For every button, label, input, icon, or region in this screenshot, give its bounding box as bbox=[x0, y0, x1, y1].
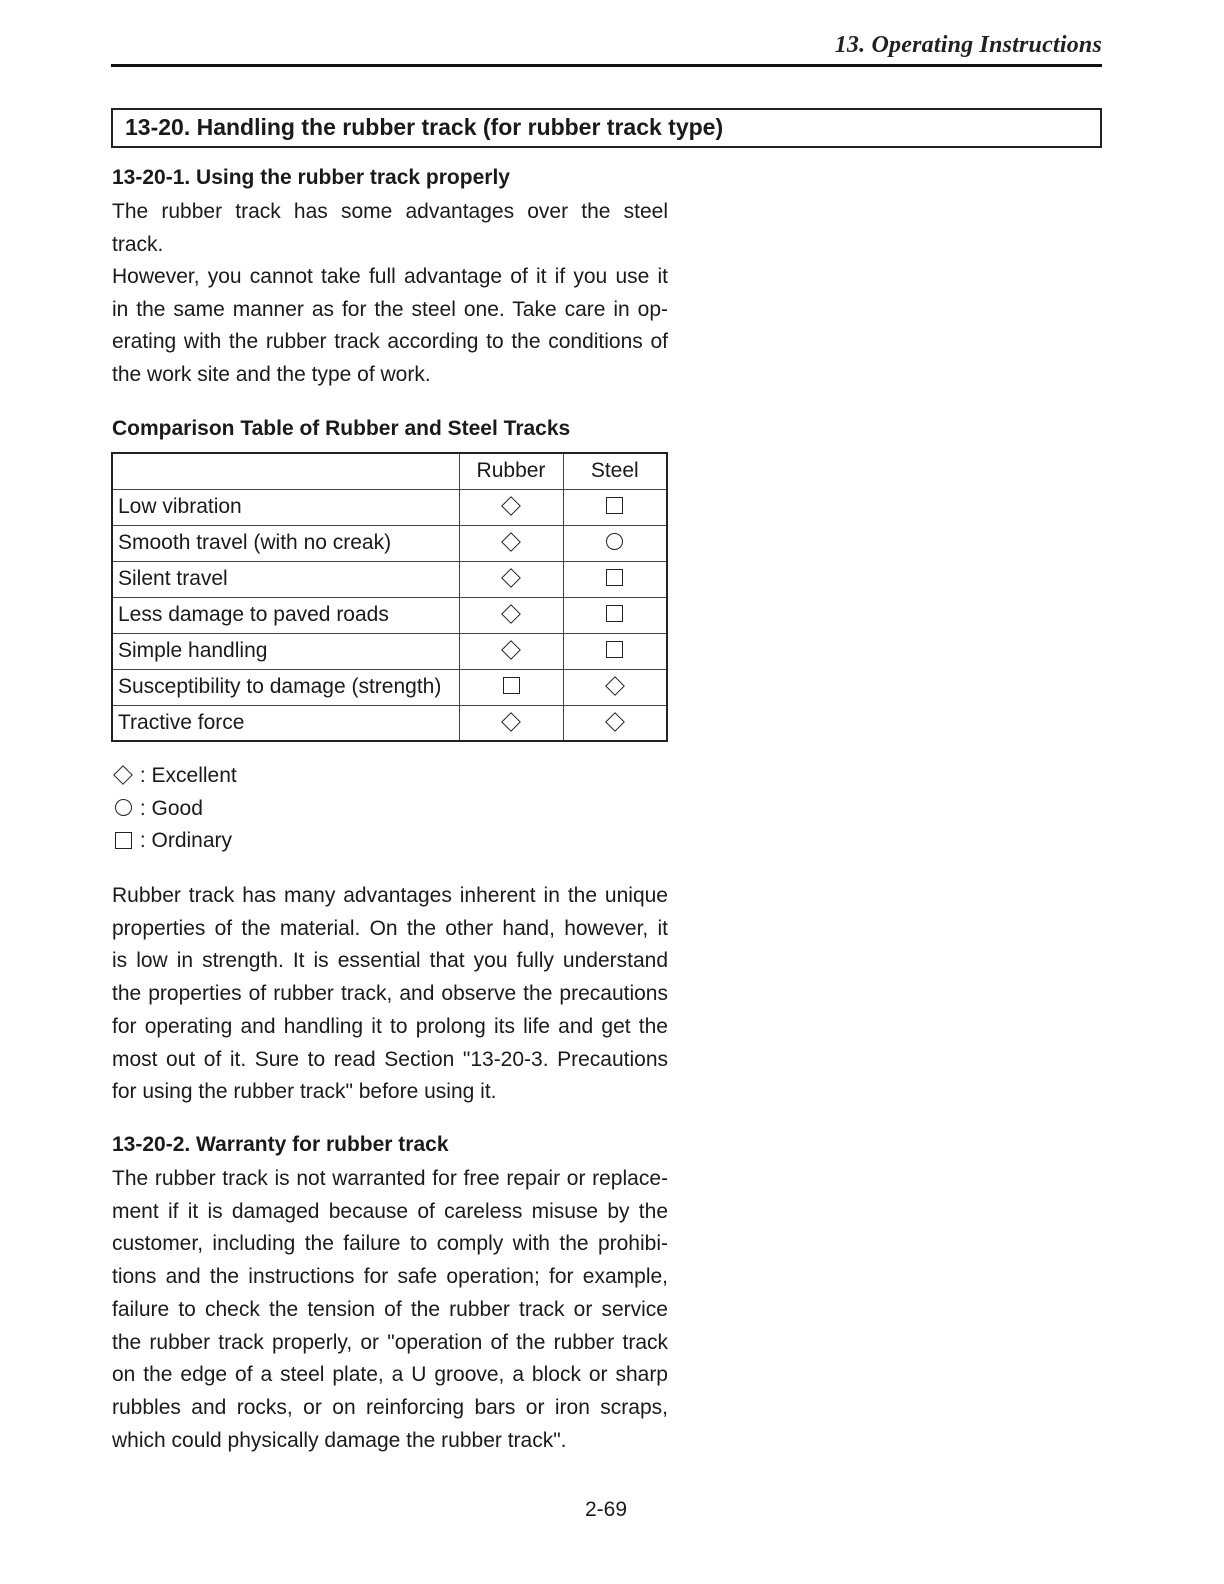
text-line: the rubber track properly, or "operation of the rubber track bbox=[112, 1330, 668, 1354]
diamond-icon bbox=[501, 604, 521, 624]
comparison-table bbox=[111, 452, 668, 742]
page-number: 2-69 bbox=[584, 1498, 628, 1521]
warranty-paragraph bbox=[112, 1163, 668, 1457]
header-rule bbox=[111, 64, 1102, 67]
table-caption: Comparison Table of Rubber and Steel Tracks bbox=[112, 417, 571, 440]
text-line: Rubber track has many advantages inherent in the unique bbox=[112, 884, 668, 907]
text-line: the work site and the type of work. bbox=[112, 363, 431, 387]
rating-cell-rubber bbox=[459, 561, 563, 597]
table-row bbox=[112, 561, 667, 597]
text-line: for using the rubber track" before using it. bbox=[112, 1080, 497, 1104]
rating-legend bbox=[112, 760, 237, 858]
diamond-icon bbox=[605, 676, 625, 696]
rating-cell-rubber bbox=[459, 669, 563, 705]
table-header-cell bbox=[112, 453, 459, 489]
table-row bbox=[112, 669, 667, 705]
text-line: properties of the material. On the other hand, however, it bbox=[112, 916, 668, 940]
rating-cell-steel bbox=[563, 525, 667, 561]
diamond-icon bbox=[501, 568, 521, 588]
rating-cell-steel bbox=[563, 597, 667, 633]
square-icon bbox=[606, 641, 623, 658]
row-label: Silent travel bbox=[112, 561, 459, 597]
legend-good bbox=[112, 793, 237, 826]
text-line: erating with the rubber track according to the conditions of bbox=[112, 330, 668, 354]
rating-cell-rubber bbox=[459, 597, 563, 633]
table-row bbox=[112, 597, 667, 633]
circle-icon bbox=[115, 799, 132, 816]
intro-paragraph-1 bbox=[112, 196, 668, 261]
subsection-heading-2: 13-20-2. Warranty for rubber track bbox=[112, 1133, 449, 1156]
legend-ordinary bbox=[112, 825, 237, 858]
square-icon bbox=[115, 832, 132, 849]
rating-cell-steel bbox=[563, 705, 667, 741]
running-header: 13. Operating Instructions bbox=[834, 32, 1102, 58]
text-line: ment if it is damaged because of careless misuse by the bbox=[112, 1199, 668, 1223]
rating-cell-rubber bbox=[459, 633, 563, 669]
rating-cell-steel bbox=[563, 489, 667, 525]
diamond-icon bbox=[113, 765, 133, 785]
rating-cell-rubber bbox=[459, 525, 563, 561]
diamond-icon bbox=[501, 496, 521, 516]
square-icon bbox=[503, 677, 520, 694]
row-label: Susceptibility to damage (strength) bbox=[112, 669, 459, 705]
rating-cell-rubber bbox=[459, 705, 563, 741]
square-icon bbox=[606, 569, 623, 586]
row-label: Less damage to paved roads bbox=[112, 597, 459, 633]
circle-icon bbox=[606, 533, 623, 550]
diamond-icon bbox=[605, 712, 625, 732]
table-header-steel: Steel bbox=[563, 453, 667, 489]
section-title-box bbox=[111, 108, 1102, 148]
row-label: Smooth travel (with no creak) bbox=[112, 525, 459, 561]
text-line: failure to check the tension of the rubber track or service bbox=[112, 1297, 668, 1321]
rating-cell-steel bbox=[563, 669, 667, 705]
text-line: in the same manner as for the steel one. Take care in op- bbox=[112, 297, 668, 321]
section-title: 13-20. Handling the rubber track (for rubber track type) bbox=[125, 114, 724, 140]
row-label: Simple handling bbox=[112, 633, 459, 669]
table-row bbox=[112, 705, 667, 741]
text-line: which could physically damage the rubber track". bbox=[112, 1428, 567, 1452]
text-line: However, you cannot take full advantage of it if you use it bbox=[112, 265, 668, 288]
intro-paragraph-2 bbox=[112, 261, 668, 392]
table-row bbox=[112, 633, 667, 669]
table-header-row bbox=[112, 453, 667, 489]
subsection-heading-1: 13-20-1. Using the rubber track properly bbox=[112, 166, 510, 189]
diamond-icon bbox=[501, 532, 521, 552]
table-row bbox=[112, 525, 667, 561]
text-line: most out of it. Sure to read Section "13-20-3. Precautions bbox=[112, 1047, 668, 1071]
legend-ordinary-label: : Ordinary bbox=[139, 829, 233, 853]
table-header-rubber: Rubber bbox=[459, 453, 563, 489]
table-row bbox=[112, 489, 667, 525]
text-line: The rubber track is not warranted for free repair or replace- bbox=[112, 1167, 668, 1190]
legend-good-label: : Good bbox=[139, 796, 203, 820]
text-line: the properties of rubber track, and observe the precautions bbox=[112, 982, 668, 1006]
text-line: on the edge of a steel plate, a U groove, a block or sharp bbox=[112, 1363, 668, 1387]
text-line: tions and the instructions for safe operation; for example, bbox=[112, 1265, 668, 1289]
text-line: is low in strength. It is essential that you fully understand bbox=[112, 949, 668, 973]
legend-excellent-label: : Excellent bbox=[139, 764, 237, 787]
text-line: track. bbox=[112, 232, 164, 256]
rating-cell-rubber bbox=[459, 489, 563, 525]
square-icon bbox=[606, 497, 623, 514]
text-line: The rubber track has some advantages over the steel bbox=[112, 200, 668, 223]
material-paragraph bbox=[112, 880, 668, 1109]
diamond-icon bbox=[501, 640, 521, 660]
rating-cell-steel bbox=[563, 561, 667, 597]
text-line: rubbles and rocks, or on reinforcing bars or iron scraps, bbox=[112, 1395, 668, 1419]
square-icon bbox=[606, 605, 623, 622]
text-line: for operating and handling it to prolong its life and get the bbox=[112, 1014, 668, 1038]
rating-cell-steel bbox=[563, 633, 667, 669]
text-line: customer, including the failure to comply with the prohibi- bbox=[112, 1232, 668, 1256]
row-label: Low vibration bbox=[112, 489, 459, 525]
legend-excellent bbox=[112, 760, 237, 793]
row-label: Tractive force bbox=[112, 705, 459, 741]
diamond-icon bbox=[501, 712, 521, 732]
